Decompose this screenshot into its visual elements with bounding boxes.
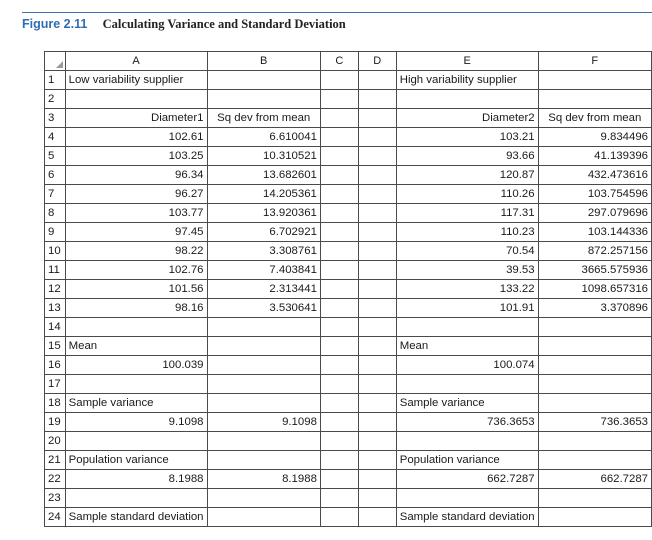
- row-number[interactable]: 12: [45, 280, 66, 299]
- cell-b[interactable]: [207, 223, 320, 242]
- cell-b[interactable]: [207, 261, 320, 280]
- cell-f[interactable]: [538, 451, 651, 470]
- row-number[interactable]: 11: [45, 261, 66, 280]
- row-number[interactable]: 13: [45, 299, 66, 318]
- cell-value: Population variance: [399, 454, 500, 466]
- cell-b[interactable]: [207, 318, 320, 337]
- table-row: [45, 470, 652, 489]
- cell-f[interactable]: [538, 508, 651, 527]
- cell-value: 736.3653: [487, 416, 535, 428]
- cell-value: 98.22: [175, 245, 204, 257]
- cell-c[interactable]: [320, 280, 358, 299]
- cell-c[interactable]: [320, 394, 358, 413]
- cell-c[interactable]: [320, 489, 358, 508]
- cell-d[interactable]: [358, 432, 396, 451]
- cell-value: 98.16: [175, 302, 204, 314]
- cell-b[interactable]: [207, 128, 320, 147]
- cell-value: 93.66: [506, 150, 535, 162]
- cell-value: 7.403841: [269, 264, 317, 276]
- cell-b[interactable]: [207, 451, 320, 470]
- row-number[interactable]: 4: [45, 128, 66, 147]
- row-number[interactable]: 6: [45, 166, 66, 185]
- cell-e[interactable]: [396, 90, 538, 109]
- cell-f[interactable]: [538, 489, 651, 508]
- cell-f[interactable]: [538, 223, 651, 242]
- cell-d[interactable]: [358, 356, 396, 375]
- cell-a[interactable]: [65, 185, 207, 204]
- cell-value: 41.139396: [594, 150, 648, 162]
- cell-value: Sq dev from mean: [548, 112, 642, 124]
- cell-f[interactable]: [538, 166, 651, 185]
- cell-f[interactable]: [538, 375, 651, 394]
- cell-c[interactable]: [320, 508, 358, 527]
- cell-value: 3.370896: [600, 302, 648, 314]
- cell-f[interactable]: [538, 356, 651, 375]
- cell-a[interactable]: [65, 432, 207, 451]
- cell-d[interactable]: [358, 185, 396, 204]
- cell-e[interactable]: [396, 432, 538, 451]
- cell-c[interactable]: [320, 413, 358, 432]
- cell-value: 101.91: [499, 302, 535, 314]
- cell-e[interactable]: [396, 223, 538, 242]
- cell-a[interactable]: [65, 451, 207, 470]
- cell-a[interactable]: [65, 147, 207, 166]
- cell-d[interactable]: [358, 90, 396, 109]
- cell-e[interactable]: [396, 166, 538, 185]
- cell-e[interactable]: [396, 147, 538, 166]
- cell-d[interactable]: [358, 128, 396, 147]
- row-number[interactable]: 22: [45, 470, 66, 489]
- cell-c[interactable]: [320, 318, 358, 337]
- cell-c[interactable]: [320, 432, 358, 451]
- cell-f[interactable]: [538, 242, 651, 261]
- cell-value: 6.702921: [269, 226, 317, 238]
- cell-f[interactable]: [538, 299, 651, 318]
- table-row: [45, 71, 652, 90]
- table-row: [45, 318, 652, 337]
- cell-value: Mean: [399, 340, 429, 352]
- cell-a[interactable]: [65, 394, 207, 413]
- cell-d[interactable]: [358, 489, 396, 508]
- row-number[interactable]: 21: [45, 451, 66, 470]
- cell-value: Sample variance: [68, 397, 154, 409]
- cell-f[interactable]: [538, 413, 651, 432]
- row-number[interactable]: 7: [45, 185, 66, 204]
- cell-d[interactable]: [358, 394, 396, 413]
- table-row: [45, 432, 652, 451]
- cell-value: 872.257156: [587, 245, 648, 257]
- cell-d[interactable]: [358, 204, 396, 223]
- cell-value: 9.1098: [282, 416, 317, 428]
- row-number[interactable]: 5: [45, 147, 66, 166]
- cell-c[interactable]: [320, 204, 358, 223]
- cell-a[interactable]: [65, 261, 207, 280]
- cell-c[interactable]: [320, 337, 358, 356]
- cell-value: Sample variance: [399, 397, 485, 409]
- cell-a[interactable]: [65, 375, 207, 394]
- cell-b[interactable]: [207, 109, 320, 128]
- cell-value: 3665.575936: [581, 264, 648, 276]
- cell-c[interactable]: [320, 71, 358, 90]
- cell-value: 70.54: [506, 245, 535, 257]
- cell-d[interactable]: [358, 166, 396, 185]
- cell-value: High variability supplier: [399, 74, 517, 86]
- cell-c[interactable]: [320, 299, 358, 318]
- table-row: [45, 261, 652, 280]
- cell-value: 100.039: [162, 359, 204, 371]
- cell-d[interactable]: [358, 71, 396, 90]
- cell-d[interactable]: [358, 375, 396, 394]
- cell-f[interactable]: [538, 128, 651, 147]
- cell-value: 6.610041: [269, 131, 317, 143]
- cell-d[interactable]: [358, 223, 396, 242]
- row-number[interactable]: 19: [45, 413, 66, 432]
- cell-c[interactable]: [320, 185, 358, 204]
- cell-a[interactable]: [65, 413, 207, 432]
- row-number[interactable]: 10: [45, 242, 66, 261]
- cell-value: Sample standard deviation: [399, 511, 535, 523]
- cell-f[interactable]: [538, 90, 651, 109]
- cell-a[interactable]: [65, 337, 207, 356]
- cell-e[interactable]: [396, 204, 538, 223]
- cell-b[interactable]: [207, 489, 320, 508]
- column-header-c[interactable]: C: [320, 52, 358, 71]
- table-row: [45, 356, 652, 375]
- cell-a[interactable]: [65, 90, 207, 109]
- cell-b[interactable]: [207, 375, 320, 394]
- cell-c[interactable]: [320, 451, 358, 470]
- select-all-corner[interactable]: [45, 52, 66, 71]
- cell-e[interactable]: [396, 451, 538, 470]
- cell-value: 97.45: [175, 226, 204, 238]
- cell-value: 3.530641: [269, 302, 317, 314]
- row-number[interactable]: 3: [45, 109, 66, 128]
- cell-b[interactable]: [207, 204, 320, 223]
- cell-d[interactable]: [358, 299, 396, 318]
- cell-c[interactable]: [320, 242, 358, 261]
- cell-e[interactable]: [396, 128, 538, 147]
- table-row: [45, 109, 652, 128]
- cell-d[interactable]: [358, 413, 396, 432]
- column-header-e[interactable]: E: [396, 52, 538, 71]
- cell-e[interactable]: [396, 185, 538, 204]
- cell-e[interactable]: [396, 470, 538, 489]
- cell-e[interactable]: [396, 394, 538, 413]
- row-number[interactable]: 23: [45, 489, 66, 508]
- cell-value: 103.144336: [587, 226, 648, 238]
- cell-d[interactable]: [358, 242, 396, 261]
- cell-c[interactable]: [320, 166, 358, 185]
- cell-value: 13.682601: [263, 169, 317, 181]
- cell-value: 13.920361: [263, 207, 317, 219]
- cell-f[interactable]: [538, 204, 651, 223]
- cell-value: 10.310521: [263, 150, 317, 162]
- figure-caption: [22, 17, 346, 32]
- cell-c[interactable]: [320, 356, 358, 375]
- cell-value: 736.3653: [600, 416, 648, 428]
- cell-value: Diameter1: [150, 112, 204, 124]
- table-row: [45, 147, 652, 166]
- cell-b[interactable]: [207, 90, 320, 109]
- cell-c[interactable]: [320, 261, 358, 280]
- cell-value: 100.074: [493, 359, 535, 371]
- cell-value: 102.61: [168, 131, 204, 143]
- cell-a[interactable]: [65, 356, 207, 375]
- table-row: [45, 375, 652, 394]
- cell-a[interactable]: [65, 128, 207, 147]
- cell-value: 110.26: [500, 188, 535, 200]
- row-number[interactable]: 16: [45, 356, 66, 375]
- cell-value: 96.27: [175, 188, 204, 200]
- cell-a[interactable]: [65, 318, 207, 337]
- row-number[interactable]: 8: [45, 204, 66, 223]
- cell-f[interactable]: [538, 185, 651, 204]
- cell-e[interactable]: [396, 109, 538, 128]
- table-row: [45, 280, 652, 299]
- cell-c[interactable]: [320, 223, 358, 242]
- table-row: [45, 337, 652, 356]
- cell-e[interactable]: [396, 318, 538, 337]
- cell-value: 8.1988: [282, 473, 317, 485]
- cell-b[interactable]: [207, 299, 320, 318]
- cell-value: 662.7287: [600, 473, 648, 485]
- table-row: [45, 413, 652, 432]
- row-number[interactable]: 14: [45, 318, 66, 337]
- cell-d[interactable]: [358, 451, 396, 470]
- cell-a[interactable]: [65, 299, 207, 318]
- cell-d[interactable]: [358, 508, 396, 527]
- cell-d[interactable]: [358, 147, 396, 166]
- table-row: [45, 299, 652, 318]
- table-row: [45, 128, 652, 147]
- cell-value: 103.21: [499, 131, 535, 143]
- cell-c[interactable]: [320, 90, 358, 109]
- table-row: [45, 394, 652, 413]
- cell-f[interactable]: [538, 261, 651, 280]
- row-number[interactable]: 1: [45, 71, 66, 90]
- column-header-d[interactable]: D: [358, 52, 396, 71]
- cell-a[interactable]: [65, 242, 207, 261]
- cell-b[interactable]: [207, 337, 320, 356]
- cell-value: 117.31: [500, 207, 535, 219]
- table-row: [45, 223, 652, 242]
- cell-f[interactable]: [538, 470, 651, 489]
- row-number[interactable]: 9: [45, 223, 66, 242]
- cell-e[interactable]: [396, 489, 538, 508]
- cell-value: Sample standard deviation: [68, 511, 204, 523]
- cell-value: Diameter2: [482, 112, 535, 124]
- table-row: [45, 166, 652, 185]
- cell-value: 2.313441: [269, 283, 317, 295]
- cell-e[interactable]: [396, 280, 538, 299]
- cell-d[interactable]: [358, 280, 396, 299]
- column-header-a[interactable]: A: [65, 52, 207, 71]
- cell-c[interactable]: [320, 470, 358, 489]
- cell-b[interactable]: [207, 356, 320, 375]
- cell-f[interactable]: [538, 109, 651, 128]
- cell-value: 432.473616: [587, 169, 648, 181]
- column-header-b[interactable]: B: [207, 52, 320, 71]
- cell-b[interactable]: [207, 394, 320, 413]
- cell-f[interactable]: [538, 337, 651, 356]
- cell-value: 9.1098: [168, 416, 204, 428]
- cell-value: Low variability supplier: [68, 74, 184, 86]
- row-number[interactable]: 17: [45, 375, 66, 394]
- row-number[interactable]: 24: [45, 508, 66, 527]
- cell-c[interactable]: [320, 109, 358, 128]
- cell-e[interactable]: [396, 356, 538, 375]
- cell-e[interactable]: [396, 337, 538, 356]
- cell-value: Population variance: [68, 454, 169, 466]
- cell-b[interactable]: [207, 470, 320, 489]
- cell-b[interactable]: [207, 508, 320, 527]
- cell-d[interactable]: [358, 337, 396, 356]
- cell-value: 1098.657316: [581, 283, 648, 295]
- cell-a[interactable]: [65, 223, 207, 242]
- cell-value: 662.7287: [487, 473, 535, 485]
- cell-a[interactable]: [65, 508, 207, 527]
- cell-c[interactable]: [320, 375, 358, 394]
- cell-value: Mean: [68, 340, 98, 352]
- cell-value: 297.079696: [587, 207, 648, 219]
- cell-value: 102.76: [168, 264, 204, 276]
- column-header-row: [45, 52, 652, 71]
- cell-f[interactable]: [538, 280, 651, 299]
- cell-a[interactable]: [65, 166, 207, 185]
- cell-e[interactable]: [396, 299, 538, 318]
- table-row: [45, 204, 652, 223]
- cell-value: 120.87: [499, 169, 535, 181]
- cell-value: 103.754596: [587, 188, 648, 200]
- cell-d[interactable]: [358, 261, 396, 280]
- cell-c[interactable]: [320, 147, 358, 166]
- cell-value: 96.34: [175, 169, 204, 181]
- cell-a[interactable]: [65, 489, 207, 508]
- spreadsheet-grid: [44, 51, 652, 527]
- cell-f[interactable]: [538, 71, 651, 90]
- cell-a[interactable]: [65, 204, 207, 223]
- cell-value: 39.53: [506, 264, 535, 276]
- cell-value: 9.834496: [600, 131, 648, 143]
- cell-d[interactable]: [358, 318, 396, 337]
- cell-value: Sq dev from mean: [217, 112, 311, 124]
- cell-e[interactable]: [396, 242, 538, 261]
- column-header-f[interactable]: F: [538, 52, 651, 71]
- cell-value: 133.22: [499, 283, 535, 295]
- cell-e[interactable]: [396, 261, 538, 280]
- cell-b[interactable]: [207, 413, 320, 432]
- cell-f[interactable]: [538, 432, 651, 451]
- table-row: [45, 242, 652, 261]
- table-row: [45, 90, 652, 109]
- table-row: [45, 508, 652, 527]
- figure-label: Figure 2.11: [22, 17, 88, 31]
- row-number[interactable]: 2: [45, 90, 66, 109]
- cell-e[interactable]: [396, 508, 538, 527]
- row-number[interactable]: 18: [45, 394, 66, 413]
- cell-value: 110.23: [500, 226, 535, 238]
- row-number[interactable]: 15: [45, 337, 66, 356]
- table-row: [45, 489, 652, 508]
- cell-b[interactable]: [207, 147, 320, 166]
- table-row: [45, 451, 652, 470]
- cell-value: 103.77: [168, 207, 204, 219]
- cell-d[interactable]: [358, 109, 396, 128]
- cell-b[interactable]: [207, 242, 320, 261]
- cell-b[interactable]: [207, 280, 320, 299]
- cell-a[interactable]: [65, 71, 207, 90]
- cell-d[interactable]: [358, 470, 396, 489]
- cell-b[interactable]: [207, 185, 320, 204]
- figure-top-rule: [22, 12, 652, 13]
- cell-f[interactable]: [538, 147, 651, 166]
- cell-b[interactable]: [207, 166, 320, 185]
- cell-value: 103.25: [168, 150, 204, 162]
- row-number[interactable]: 20: [45, 432, 66, 451]
- cell-value: 14.205361: [263, 188, 317, 200]
- cell-a[interactable]: [65, 470, 207, 489]
- cell-value: 101.56: [168, 283, 204, 295]
- cell-value: 8.1988: [168, 473, 204, 485]
- cell-c[interactable]: [320, 128, 358, 147]
- cell-e[interactable]: [396, 375, 538, 394]
- select-all-triangle-icon: [56, 61, 63, 68]
- cell-b[interactable]: [207, 71, 320, 90]
- cell-e[interactable]: [396, 413, 538, 432]
- cell-value: 3.308761: [269, 245, 317, 257]
- cell-a[interactable]: [65, 109, 207, 128]
- figure-title: Calculating Variance and Standard Deviation: [102, 17, 346, 31]
- cell-b[interactable]: [207, 432, 320, 451]
- cell-f[interactable]: [538, 394, 651, 413]
- cell-a[interactable]: [65, 280, 207, 299]
- cell-f[interactable]: [538, 318, 651, 337]
- cell-e[interactable]: [396, 71, 538, 90]
- table-row: [45, 185, 652, 204]
